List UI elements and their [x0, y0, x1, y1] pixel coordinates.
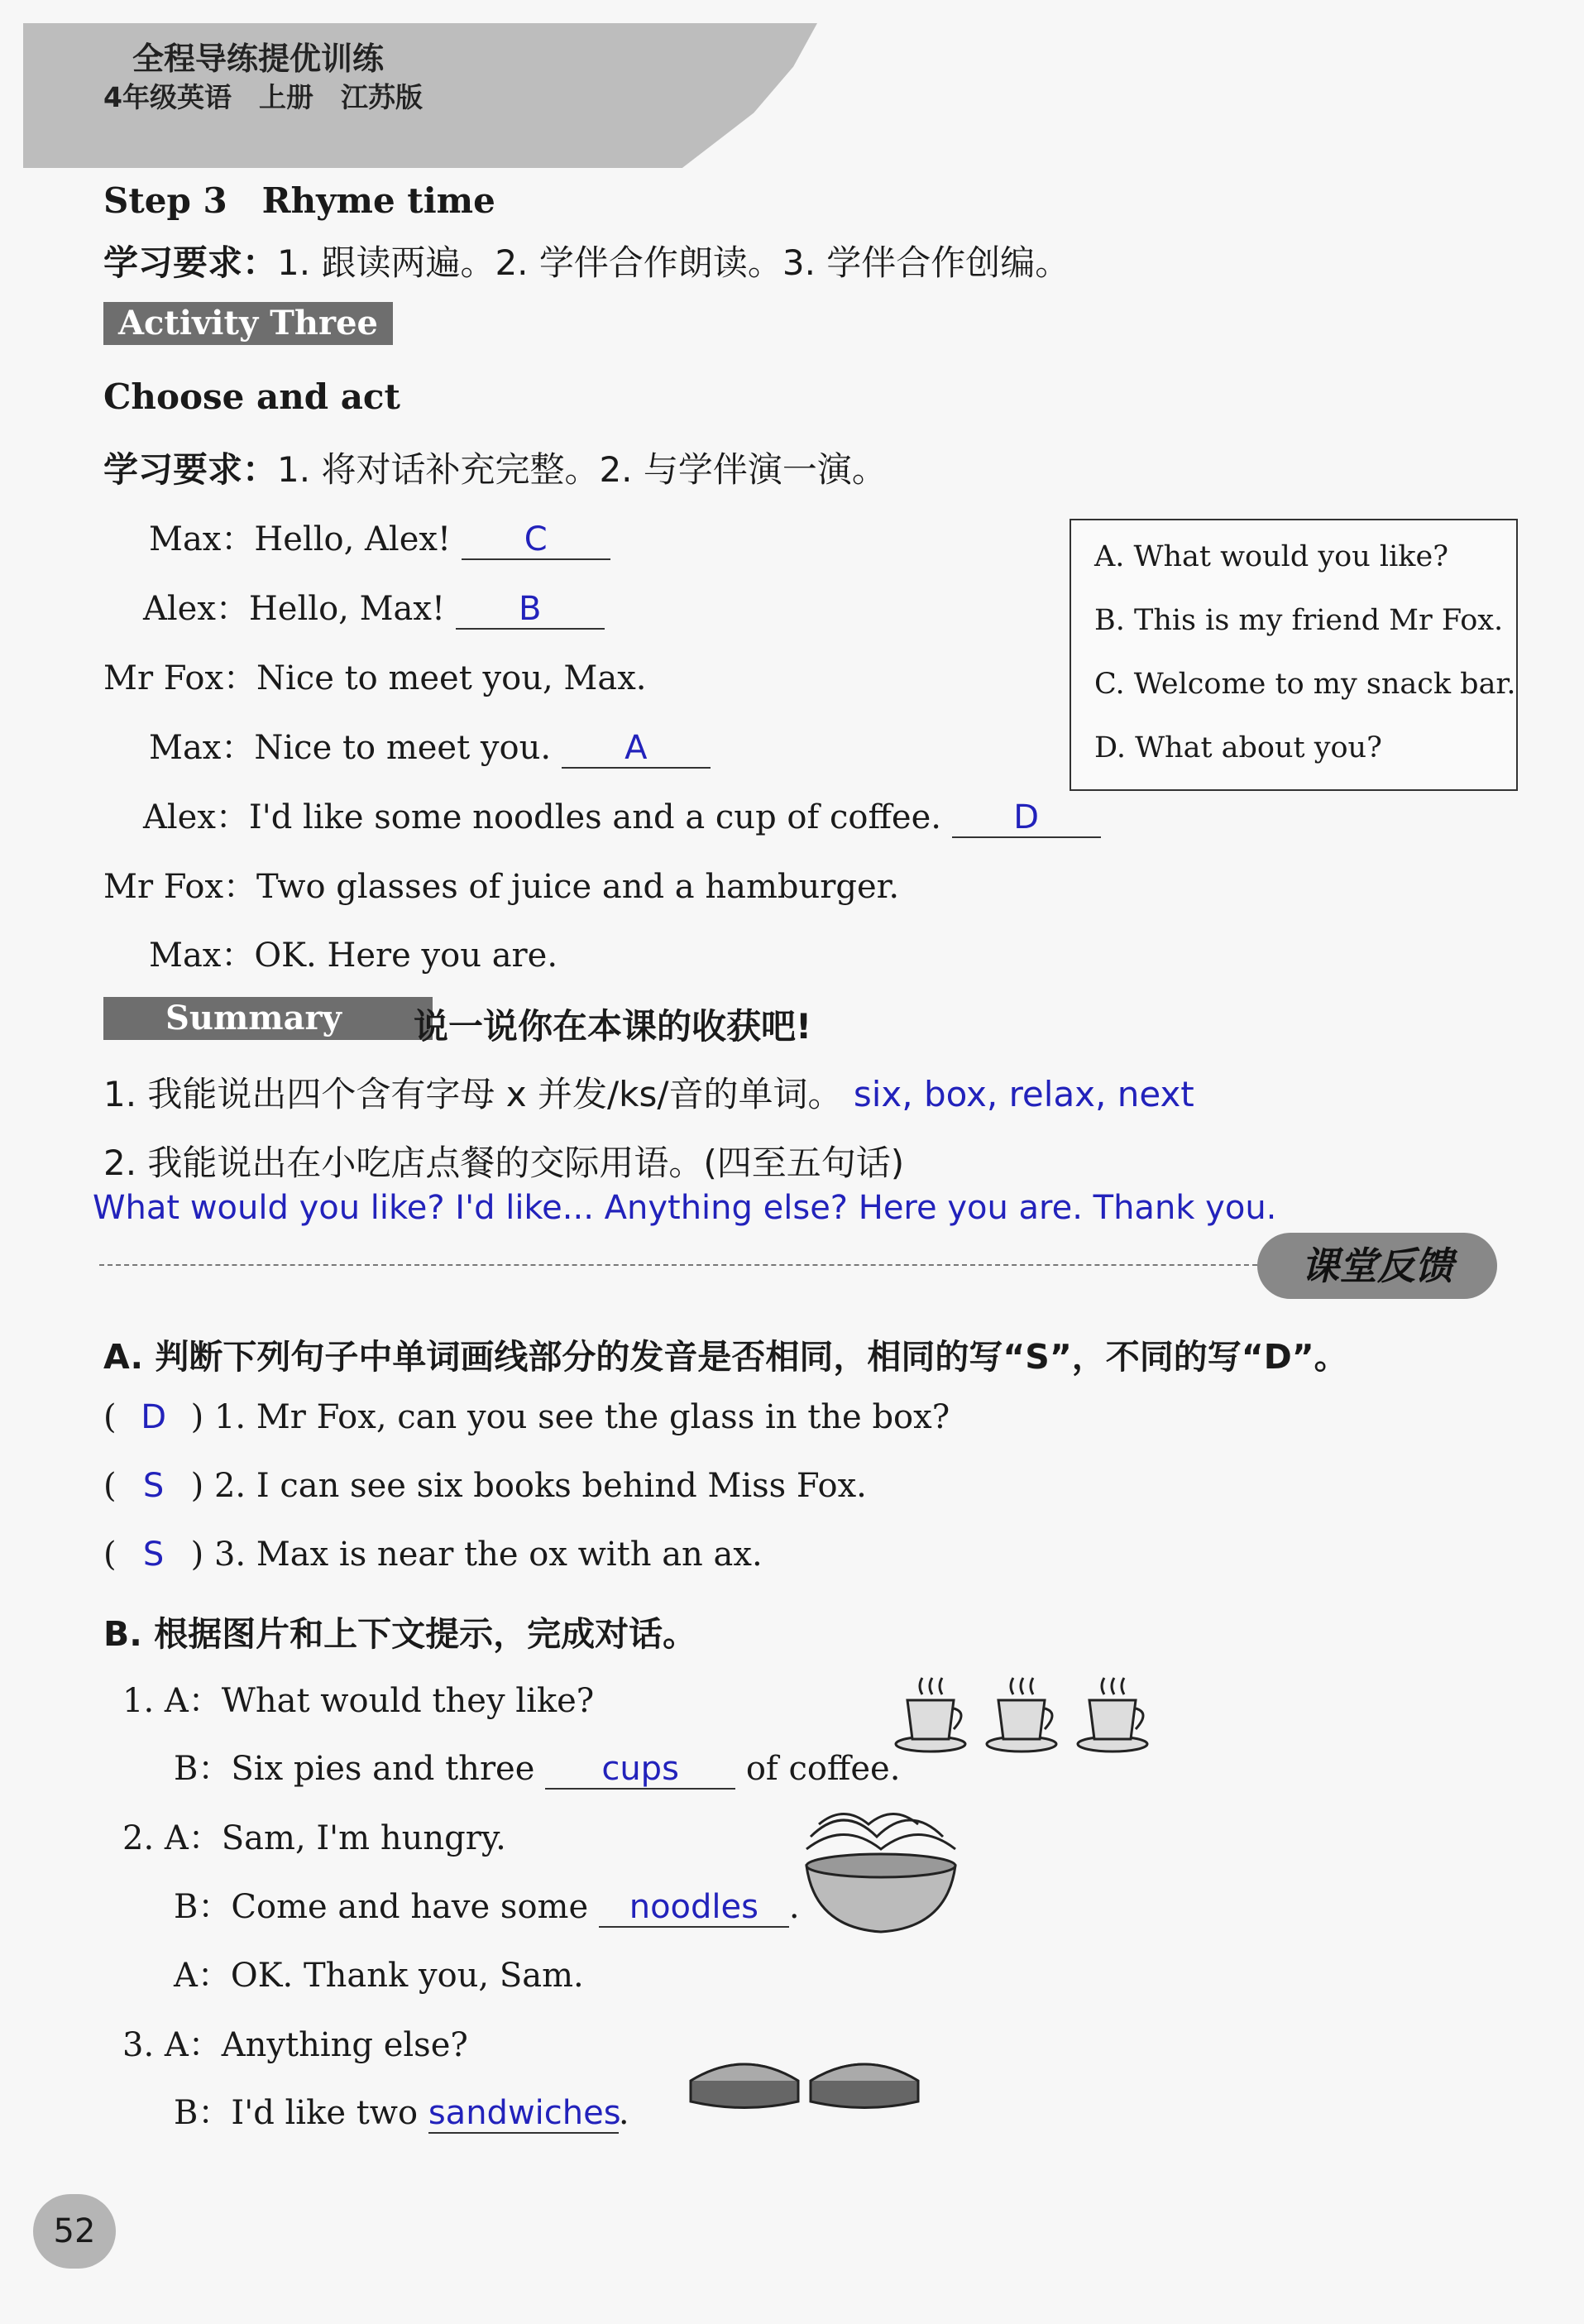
summary-item-1: [103, 1067, 1194, 1117]
summary-answer: six, box, relax, next: [853, 1074, 1194, 1114]
summary-answer-2: What would you like? I'd like... Anything else? Here you are. Thank you.: [93, 1189, 1277, 1227]
answer-slot[interactable]: D: [141, 1398, 167, 1436]
q-text: B：Come and have some: [174, 1888, 589, 1926]
dialogue-line: [149, 929, 558, 976]
q2-line-a2: A：OK. Thank you, Sam.: [174, 1957, 584, 1995]
option-a: A. What would you like?: [1094, 540, 1448, 573]
dialogue-text: Nice to meet you, Max.: [256, 659, 647, 697]
dialogue-text: I'd like some noodles and a cup of coffee.: [248, 798, 941, 836]
section-a-item: ( S ) 3. Max is near the ox with an ax.: [103, 1536, 763, 1574]
step3-requirement: [103, 236, 1070, 285]
coffee-cups-illustration: [889, 1663, 1162, 1754]
feedback-badge: 课堂反馈: [1257, 1233, 1497, 1299]
sandwich-icon: [691, 2064, 798, 2108]
item-text: 3. Max is near the ox with an ax.: [213, 1536, 763, 1574]
item-text: 1. Mr Fox, can you see the glass in the box?: [213, 1398, 950, 1436]
noodle-bowl-illustration: [794, 1804, 968, 1944]
summary-prompt: 说一说你在本课的收获吧!: [414, 1006, 812, 1047]
book-subtitle: 4年级英语 上册 江苏版: [103, 81, 423, 113]
summary-item-2: 2. 我能说出在小吃店点餐的交际用语。(四至五句话): [103, 1143, 905, 1183]
book-title: 全程导练提优训练: [132, 41, 385, 77]
speaker: Alex：: [143, 590, 249, 628]
req-text: 1. 将对话补充完整。2. 与学伴演一演。: [277, 449, 887, 490]
summary-label: Summary: [103, 997, 433, 1040]
dialogue-line: [143, 582, 605, 630]
option-d: D. What about you?: [1094, 731, 1382, 764]
dialogue-line: [103, 860, 899, 908]
answer-blank[interactable]: noodles: [599, 1888, 789, 1928]
dialogue-text: Nice to meet you.: [254, 729, 552, 767]
dialogue-line: [149, 721, 711, 769]
coffee-cup-icon: [1078, 1678, 1147, 1751]
q2-line-a: 2. A：Sam, I'm hungry.: [122, 1819, 506, 1857]
sandwich-icon: [811, 2064, 918, 2108]
coffee-cup-icon: [987, 1678, 1056, 1751]
dialogue-text: OK. Here you are.: [254, 937, 558, 975]
q-text: B：I'd like two: [174, 2094, 419, 2132]
section-a-item: ( D ) 1. Mr Fox, can you see the glass in the box?: [103, 1398, 950, 1436]
answer-slot[interactable]: S: [142, 1467, 165, 1505]
dialogue-line: [103, 652, 646, 699]
activity-three-label: Activity Three: [103, 302, 393, 345]
section-a-item: ( S ) 2. I can see six books behind Miss Fox.: [103, 1467, 867, 1505]
q-text: B：Six pies and three: [174, 1750, 535, 1788]
speaker: Max：: [149, 729, 255, 767]
answer-blank[interactable]: D: [952, 798, 1101, 838]
q3-line-a: 3. A：Anything else?: [122, 2026, 468, 2064]
answer-blank[interactable]: sandwiches: [428, 2094, 621, 2132]
section-b-title: B. 根据图片和上下文提示，完成对话。: [103, 1614, 697, 1654]
section-a-title: A. 判断下列句子中单词画线部分的发音是否相同，相同的写“S”，不同的写“D”。: [103, 1337, 1348, 1377]
speaker: Alex：: [143, 798, 249, 836]
option-b: B. This is my friend Mr Fox.: [1094, 604, 1504, 637]
activity-heading: Choose and act: [103, 376, 400, 417]
req-text: 1. 跟读两遍。2. 学伴合作朗读。3. 学伴合作创编。: [277, 242, 1070, 283]
dialogue-text: Hello, Max!: [248, 590, 446, 628]
answer-blank[interactable]: A: [562, 729, 711, 769]
speaker: Max：: [149, 937, 255, 975]
summary-item-text: 1. 我能说出四个含有字母 x 并发/ks/音的单词。: [103, 1074, 843, 1114]
answer-blank[interactable]: C: [462, 520, 610, 560]
options-box: [1070, 519, 1518, 791]
dialogue-text: Hello, Alex!: [254, 520, 452, 558]
req-label: 学习要求：: [103, 242, 278, 283]
dialogue-line: [143, 791, 1101, 838]
speaker: Mr Fox：: [103, 659, 256, 697]
q2-line-b: [174, 1881, 800, 1928]
req-label: 学习要求：: [103, 449, 278, 490]
dialogue-line: [149, 513, 610, 560]
q-text: .: [618, 2094, 629, 2132]
q1-line-b: [174, 1742, 900, 1790]
step3-title: Step 3 Rhyme time: [103, 180, 495, 221]
dialogue-text: Two glasses of juice and a hamburger.: [256, 868, 900, 906]
sandwiches-illustration: [687, 2044, 935, 2118]
speaker: Max：: [149, 520, 255, 558]
page-number: 52: [33, 2194, 116, 2269]
q3-line-b: [174, 2087, 629, 2134]
speaker: Mr Fox：: [103, 868, 256, 906]
answer-blank[interactable]: cups: [545, 1750, 735, 1790]
option-c: C. Welcome to my snack bar.: [1094, 668, 1516, 701]
coffee-cup-icon: [896, 1678, 965, 1751]
answer-slot[interactable]: S: [142, 1536, 165, 1574]
item-text: 2. I can see six books behind Miss Fox.: [213, 1467, 867, 1505]
noodles-icon: [806, 1814, 955, 1850]
activity-requirement: [103, 443, 887, 492]
q-text: .: [788, 1888, 800, 1926]
answer-blank[interactable]: B: [456, 590, 605, 630]
feedback-divider: [99, 1264, 1266, 1266]
q-text: of coffee.: [745, 1750, 901, 1788]
q1-line-a: 1. A：What would they like?: [122, 1682, 595, 1720]
